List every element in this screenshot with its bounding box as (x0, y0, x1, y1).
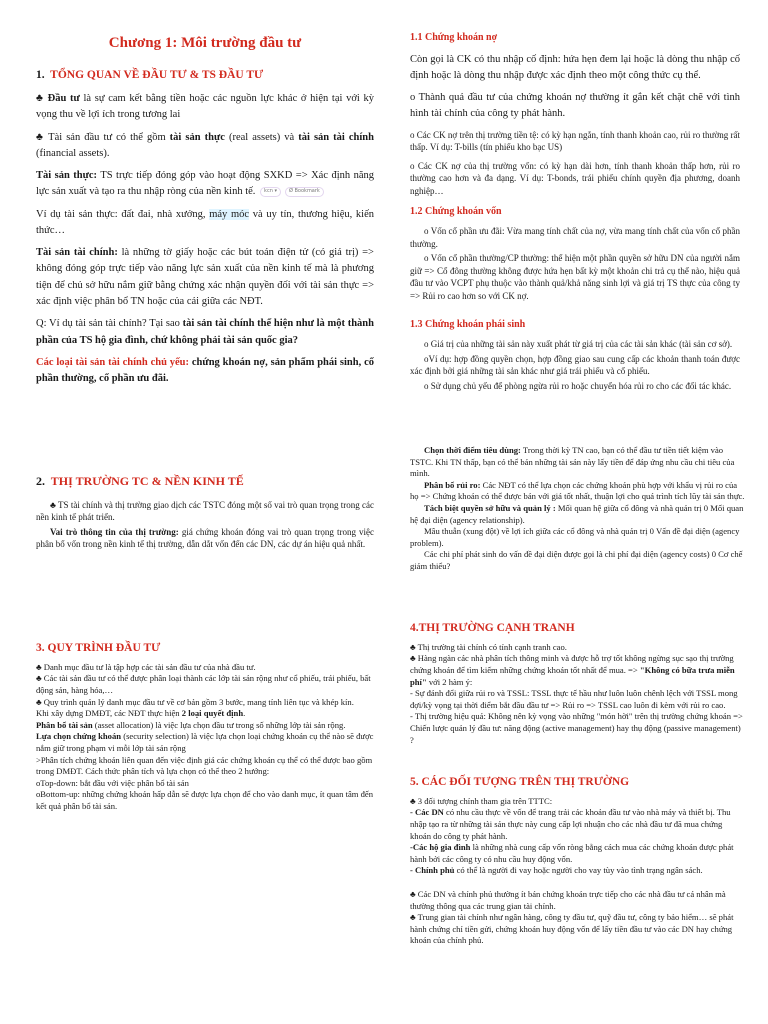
left-column-section-2 (36, 472, 374, 557)
text-span: (security selection) là việc lựa chọn loại chứng khoán cụ thể nào sẽ được nắm giữ trong phạm vi mỗi lớp tài sản rộng (36, 731, 374, 753)
text-span: là những nhà cung cấp vốn ròng bằng cách mua các chứng khoán được phát hành bởi các công ty có nhu cầu huy động vốn. (410, 842, 734, 864)
list-item: - Thị trường hiệu quả: Không nên kỳ vọng vào những "món hời" trên thị trường chứng khoán => Chiến lược quản lý đầu tư: năng động (active management) hay thụ động (passive management) ? (410, 711, 743, 745)
term-real-assets: tài sản thực (169, 131, 225, 143)
section-1-heading (36, 67, 374, 85)
section-5-body (410, 796, 745, 947)
right-column-section-4 (410, 620, 745, 746)
left-column-top (36, 32, 374, 393)
term-financial-assets-label: Tài sản tài chính: (36, 247, 118, 259)
subsection-1-3-title: 1.3 Chứng khoán phái sinh (410, 318, 526, 330)
bold-quote: "Không có bữa trưa miễn phí" (410, 665, 735, 687)
debt-securities-p1: Còn gọi là CK có thu nhập cố định: hứa hẹn đem lại hoặc là dòng thu nhập cố định hoặc là dòng thu nhập được xác định theo một công thức cụ thể. (410, 53, 740, 81)
text-span: . (243, 708, 246, 719)
section-2-number: 2. (36, 474, 45, 488)
paragraph-asset-types (36, 130, 374, 163)
right-column-section-5 (410, 774, 745, 947)
section-1-number: 1. (36, 69, 45, 82)
text-span: (financial assets). (36, 147, 110, 159)
term-government: - Chính phủ (410, 865, 455, 876)
text-span: ♣ Hàng ngàn các nhà phân tích thông minh và được hỗ trợ tốt không ngừng sục sạo thị trường chứng khoán để tìm kiếm những chứng khoán tốt nhất để mua. => (410, 653, 734, 675)
list-item: ♣ Các tài sản đầu tư có thể được phân loại thành các lớp tài sản rộng như cổ phiếu, trái phiếu, bất động sản, hàng hóa,… (36, 673, 371, 695)
agency-problem: Mâu thuẫn (xung đột) về lợi ích giữa các cổ đông và nhà quản trị 0 Vấn đề đại diện (agency problem). (410, 526, 740, 548)
text-span: và uy tín, thương hiệu, kiến thức… (36, 208, 375, 236)
ownership-separation (410, 503, 745, 526)
highlighted-text[interactable]: máy móc (209, 208, 250, 220)
section-2-paragraph-1: ♣ TS tài chính và thị trường giao dịch các TSTC đóng một số vai trò quan trọng trong các nền kinh tế phát triển. (36, 499, 374, 523)
information-role-text: giá chứng khoán đóng vai trò quan trọng trong việc phân bổ vốn trong nền kinh tế thị trường, dẫn dắt vốn đến các DN, các dự án hiệu quả nhất. (36, 526, 374, 550)
text-span: với 2 hàm ý: (426, 676, 473, 687)
main-financial-assets-label: Các loại tài sản tài chính chủ yếu: (36, 356, 190, 368)
list-item (36, 708, 374, 720)
spacer (410, 877, 745, 889)
paragraph-dau-tu (36, 91, 374, 124)
chapter-title: Chương 1: Môi trường đầu tư (108, 35, 302, 51)
bold-text: 2 loại quyết định (181, 708, 244, 719)
text-span: (real assets) và (224, 131, 299, 143)
text-span: (asset allocation) là việc lựa chọn đầu tư trong số những lớp tài sản rộng. (92, 719, 346, 730)
left-column-section-3 (36, 640, 374, 813)
term-security-selection: Lựa chọn chứng khoán (36, 731, 122, 742)
list-item: oTop-down: bắt đầu với việc phân bổ tài sản (36, 777, 189, 788)
risk-allocation (410, 480, 745, 503)
text-span: có thể là người đi vay hoặc người cho vay tùy vào tình trạng ngân sách. (454, 865, 703, 876)
paragraph-financial-assets (36, 245, 374, 310)
list-item (410, 653, 745, 688)
list-item (36, 731, 374, 754)
term-dau-tu: Đầu tư (47, 93, 80, 105)
list-item: ♣ Trung gian tài chính như ngân hàng, công ty đầu tư, quỹ đầu tư, công ty bảo hiểm… sẽ phát hành chứng chỉ tiền gửi, chứng khoán huy động vốn để lấy tiền đầu tư vào các DN hay chứng khoán của chính phủ. (410, 912, 734, 946)
list-item: ♣ Quy trình quản lý danh mục đầu tư về cơ bản gồm 3 bước, mang tính liên tục và khép kín. (36, 696, 354, 707)
text-span: có nhu cầu thực về vốn để trang trải các khoản đầu tư vào nhà máy và thiết bị. Thu nhập tạo ra từ những tài sản thực này cung cấp lợi nhuận cho các nhà đầu tư đã mua chứng khoán do công ty phát hành. (410, 807, 731, 841)
subsection-1-2-title: 1.2 Chứng khoán vốn (410, 205, 502, 217)
question-bold-text: tài sản tài chính thể hiện như là một thành phần của TS hộ gia đình, chứ không phải tài sản quốc gia? (36, 318, 374, 346)
paragraph-real-assets (36, 168, 374, 201)
section-1-title: TỔNG QUAN VỀ ĐẦU TƯ & TS ĐẦU TƯ (50, 69, 264, 82)
section-4-body (410, 642, 745, 746)
section-5-title: 5. CÁC ĐỐI TƯỢNG TRÊN THỊ TRƯỜNG (410, 776, 630, 788)
agency-costs: Các chi phí phát sinh do vấn đề đại diện được gọi là chi phí đại diện (agency costs) 0 Cơ chế giám thiểu? (410, 549, 743, 571)
equity-p1: o Vốn cổ phần ưu đãi: Vừa mang tính chất của nợ, vừa mang tính chất của vốn cổ phần thường. (410, 226, 740, 249)
debt-securities-p2: o Thành quả đầu tư của chứng khoán nợ thường ít gắn kết chặt chẽ với tình hình tài chính của công ty phát hành. (410, 92, 740, 120)
term-risk-allocation: Phân bổ rủi ro: (424, 479, 481, 490)
debt-securities-p3: o Các CK nợ trên thị trường tiền tệ: có kỳ hạn ngắn, tính thanh khoản cao, rủi ro thường rất thấp. Ví dụ: T-bills (tín phiếu kho bạc US) (410, 129, 740, 153)
list-item (410, 842, 745, 865)
term-financial-assets: tài sản tài chính (298, 131, 374, 143)
text-span: Mối quan hệ giữa cổ đông và nhà quản trị 0 Mối quan hệ đại diện (agency relationship). (410, 502, 744, 525)
text-span: ♣ Tài sản đầu tư có thể gồm (36, 131, 170, 143)
debt-securities-p4: o Các CK nợ của thị trường vốn: có kỳ hạn dài hơn, tính thanh khoản thấp hơn, rủi ro thường cao hơn và đa dạng. Ví dụ: T-bonds, trái phiếu chính quyền địa phương, doanh nghiệp… (410, 160, 740, 196)
dau-tu-definition: là sự cam kết bằng tiền hoặc các nguồn lực khác ở hiện tại với kỳ vọng thu về lợi ích trong tương lai (36, 93, 375, 121)
list-item: ♣ Các DN và chính phủ thường ít bán chứng khoán trực tiếp cho các nhà đầu tư cá nhân mà thường thông qua các trung gian tài chính. (410, 888, 726, 911)
section-4-title: 4.THỊ TRƯỜNG CẠNH TRANH (410, 622, 575, 634)
derivatives-p1: o Giá trị của những tài sản này xuất phát từ giá trị của các tài sản khác (tài sản cơ sở). (424, 339, 733, 350)
term-consumption-timing: Chọn thời điểm tiêu dùng: (424, 445, 521, 455)
section-3-body (36, 662, 374, 813)
section-2-heading (36, 472, 374, 491)
subsection-1-1-title: 1.1 Chứng khoán nợ (410, 32, 498, 43)
term-asset-allocation: Phân bổ tài sản (36, 719, 93, 730)
right-column-roles (410, 445, 745, 573)
list-item: ♣ Thị trường tài chính có tính cạnh tranh cao. (410, 641, 567, 652)
term-businesses: - Các DN (410, 807, 444, 818)
text-span: Trong thời kỳ TN cao, bạn có thể đầu tư tiền tiết kiệm vào TSTC. Khi TN thấp, bạn có thể bán những tài sản này lấy tiền để đáp ứng nhu cầu chi tiêu của mình. (410, 445, 735, 479)
text-span: Ví dụ tài sản thực: đất đai, nhà xưởng, (36, 208, 210, 220)
section-2-title: THỊ TRƯỜNG TC & NỀN KINH TẾ (50, 474, 244, 488)
main-financial-assets-list: chứng khoán nợ, sản phẩm phái sinh, cổ phần thường, cổ phần ưu đãi. (36, 356, 375, 385)
term-ownership-separation: Tách biệt quyền sở hữu và quản lý : (424, 502, 556, 513)
section-3-title: 3. QUY TRÌNH ĐẦU TƯ (36, 642, 161, 654)
text-span: Khi xây dựng DMĐT, các NĐT thực hiện (36, 708, 182, 719)
paragraph-real-assets-example (36, 207, 374, 240)
text-span: Các NĐT có thể lựa chọn các chứng khoán phù hợp với khẩu vị rủi ro của họ => Chứng khoán có thể được bán với giá tốt nhất, thuận lợi cho quá trình tích lũy tài sản thực. (410, 479, 745, 502)
right-column-top (410, 30, 740, 398)
list-item (36, 720, 374, 732)
derivatives-p2: oVí dụ: hợp đồng quyền chọn, hợp đồng giao sau cung cấp các khoản thanh toán được xác định bởi giá những tài sản khác như giá trái phiếu và cổ phiếu. (410, 353, 740, 377)
real-assets-definition: TS trực tiếp đóng góp vào hoạt động SXKD => Xác định năng lực sản xuất và tạo ra thu nhập ròng của nền kinh tế. (36, 170, 374, 198)
list-item: >Phân tích chứng khoán liên quan đến việc định giá các chứng khoán cụ thể có thể được bao gồm trong DMĐT. Cách thức phân tích và lựa chọn có thể theo 2 hướng: (36, 754, 373, 777)
derivatives-p3: o Sử dụng chủ yếu để phòng ngừa rủi ro hoặc chuyển hóa rủi ro cho các đối tác khác. (424, 380, 732, 391)
term-households: -Các hộ gia đình (410, 842, 471, 853)
list-item: - Sự đánh đổi giữa rủi ro và TSSL: TSSL thực tế hầu như luôn luôn chênh lệch với TSSL mong đợi/kỳ vọng tại thời điểm bắt đầu đầu tư => Rủi ro => TSSL cao luôn đi kèm với rủi ro cao. (410, 688, 738, 710)
question-text: Q: Ví dụ tài sản tài chính? Tại sao (36, 318, 183, 330)
list-item: ♣ 3 đối tượng chính tham gia trên TTTC: (410, 795, 553, 806)
term-information-role: Vai trò thông tin của thị trường: (50, 526, 179, 537)
section-2-paragraph-2 (36, 526, 374, 551)
paragraph-question (36, 316, 374, 349)
consumption-timing (410, 445, 745, 480)
term-real-assets-label: Tài sản thực: (36, 170, 98, 182)
comment-chip[interactable]: kcn ▾ (260, 187, 281, 197)
list-item (410, 865, 745, 877)
paragraph-main-financial-assets (36, 355, 374, 388)
list-item: oBottom-up: những chứng khoán hấp dẫn sẽ được lựa chọn để cho vào danh mục, ít quan tâm đến kết quả phân bổ tài sản. (36, 789, 374, 811)
financial-assets-definition: là những tờ giấy hoặc các bút toán điện tử (có giá trị) => không đóng góp trực tiếp vào năng lực sản xuất của nền kinh tế mà là phương tiện để chủ sở hữu nắm giữ bằng chứng xác nhận quyền đối với tài sản thực => xác định việc phân bổ TN hoặc của cải giữa các NĐT. (36, 247, 374, 307)
club-bullet: ♣ (36, 93, 48, 105)
list-item (410, 807, 745, 842)
equity-p2: o Vốn cổ phần thường/CP thường: thể hiện một phần quyền sở hữu DN của người nắm giữ => Cổ đông thường không được hứa hẹn bất kỳ một khoản chi trả cụ thể nào, hiệu quả đầu tư vào VCPT phụ thuộc vào thành quả/khả năng sinh lợi và giá trị TS thực của công ty => Rủi ro cao hơn so với CK nợ. (410, 253, 740, 301)
list-item: ♣ Danh mục đầu tư là tập hợp các tài sản đầu tư của nhà đầu tư. (36, 661, 256, 672)
bookmark-chip[interactable]: Ø Bookmark (285, 187, 324, 197)
